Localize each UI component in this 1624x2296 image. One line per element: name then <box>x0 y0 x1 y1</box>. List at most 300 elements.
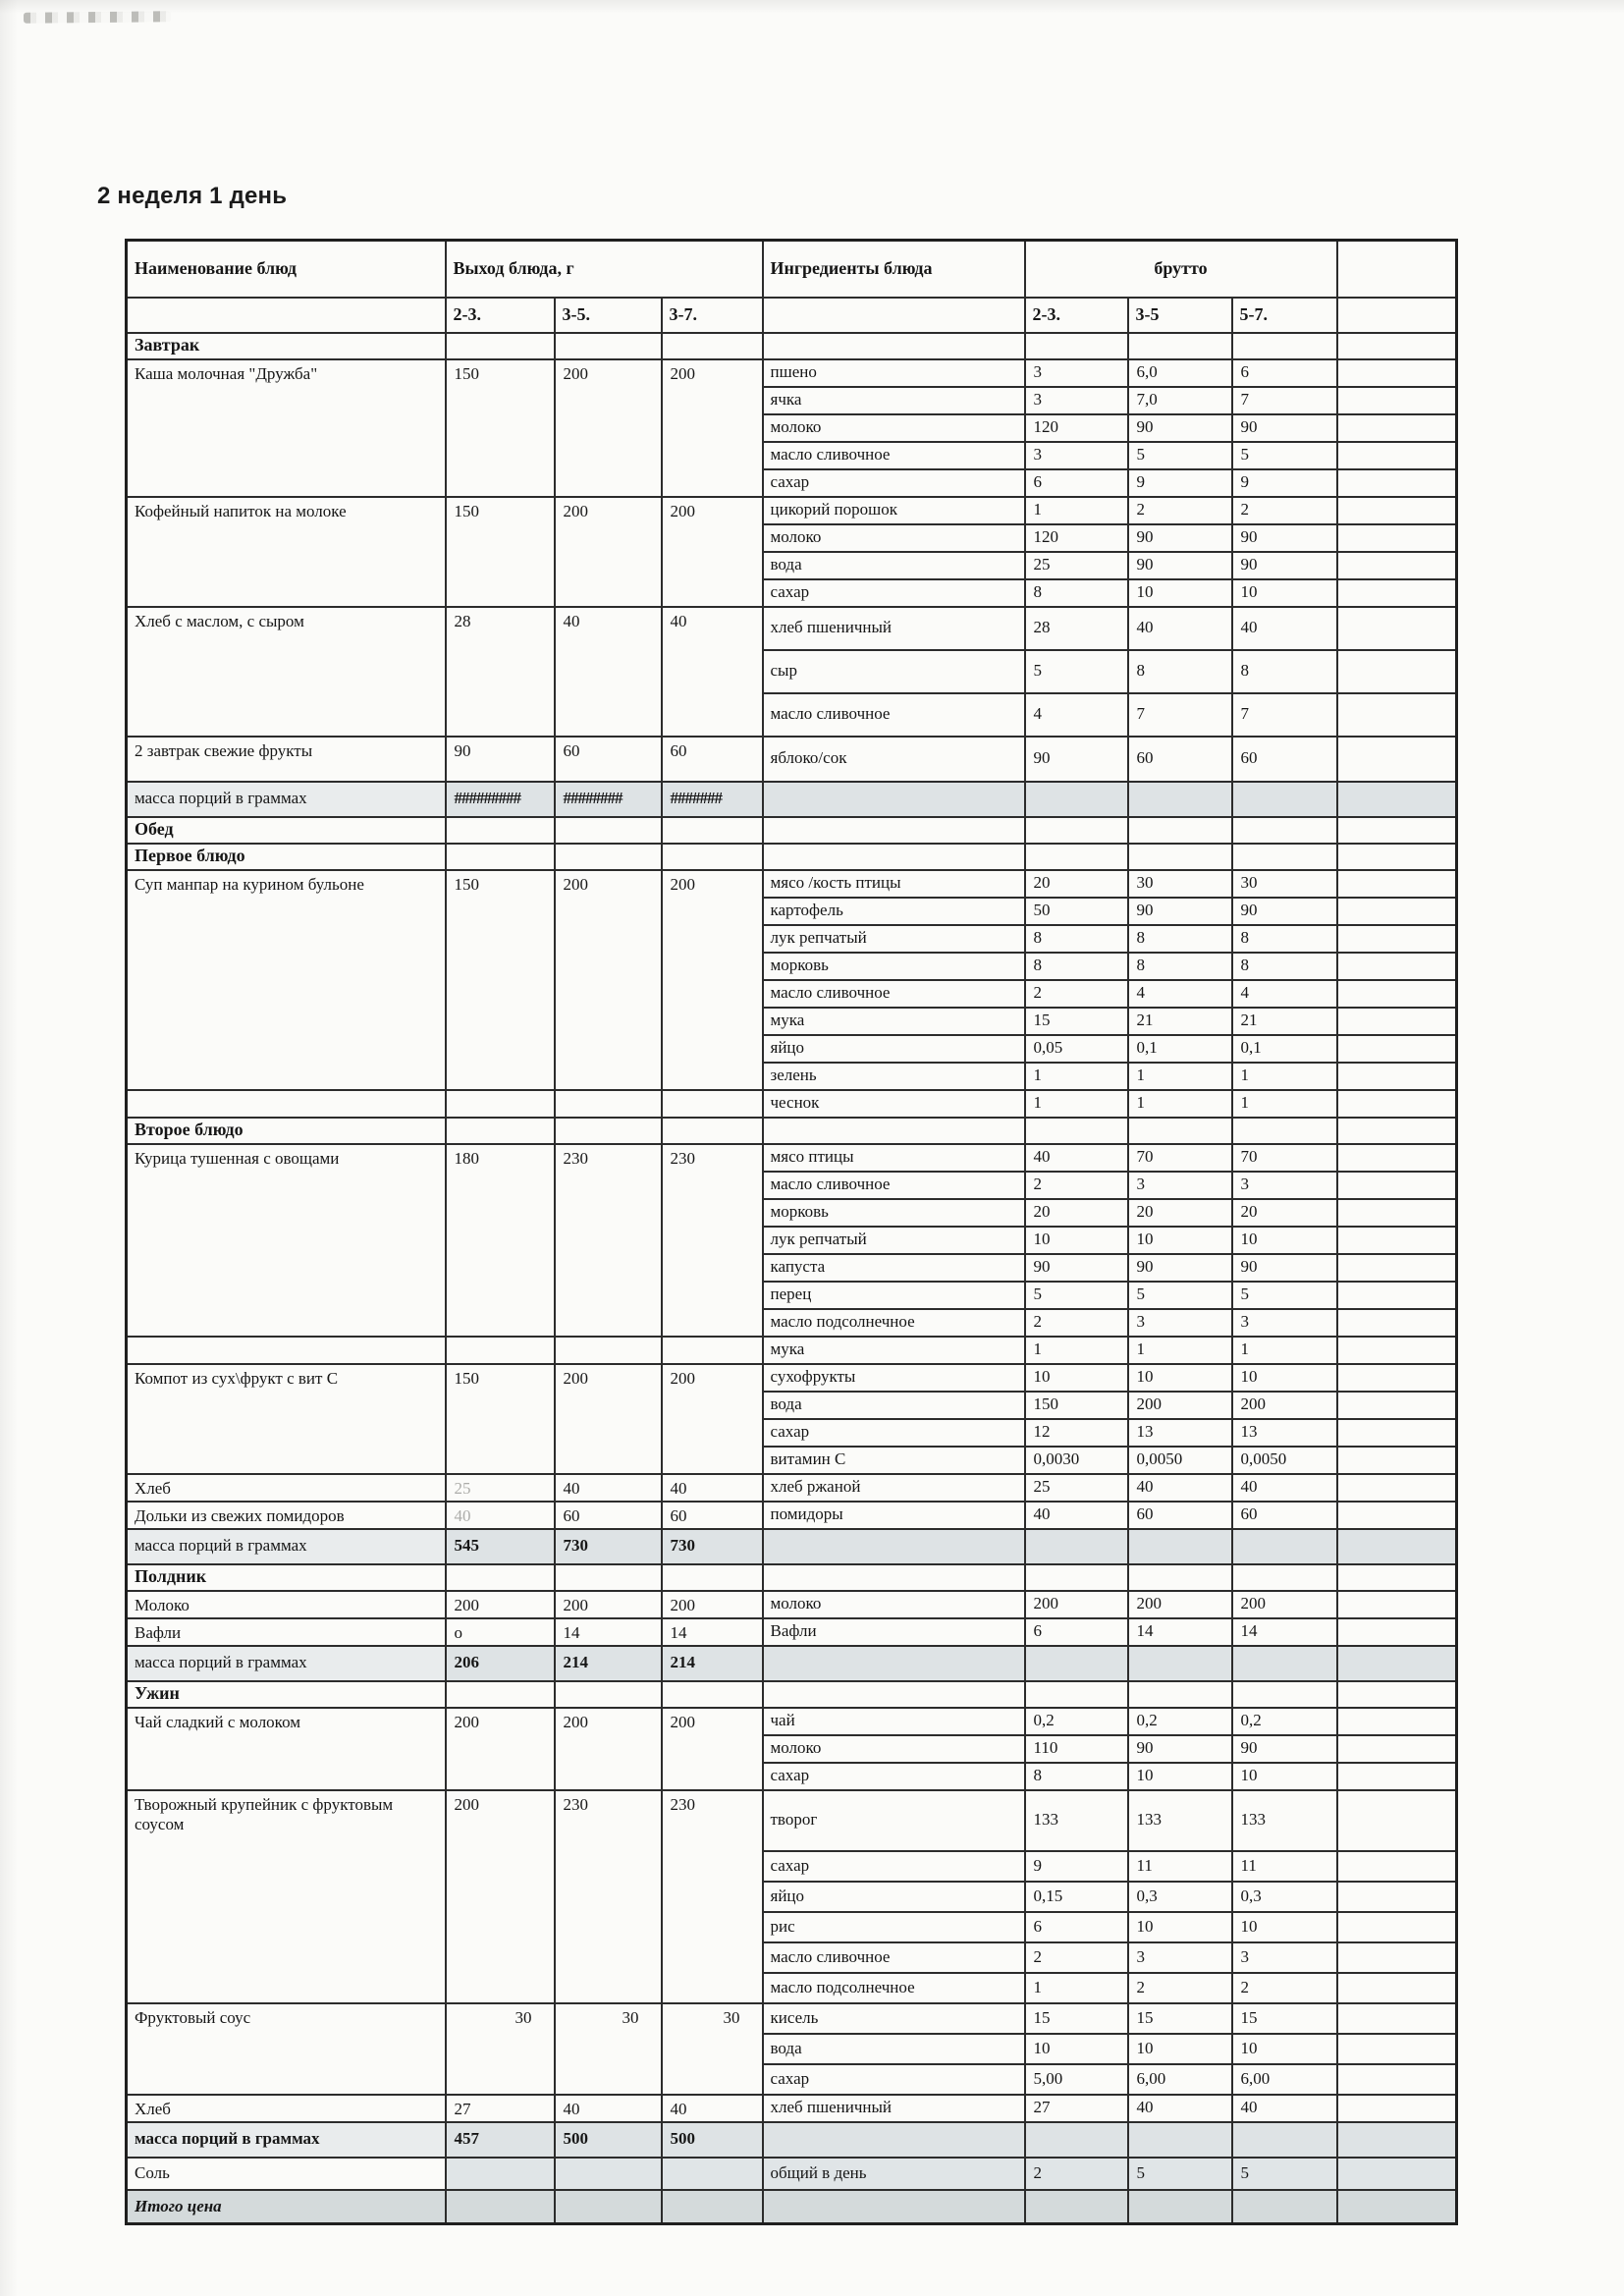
brutto-value: 12 <box>1025 1419 1128 1447</box>
section-label: Первое блюдо <box>127 844 446 870</box>
ingredient-name: мука <box>763 1337 1025 1364</box>
table-row <box>127 1681 1457 1708</box>
brutto-value: 15 <box>1025 2003 1128 2034</box>
dish-name-cell: Компот из сух\фрукт с вит С <box>127 1364 446 1474</box>
salt-label: Соль <box>127 2158 446 2190</box>
table-row <box>127 1474 1457 1502</box>
empty-cell <box>1337 1529 1457 1564</box>
portion-mass-label: масса порций в граммах <box>127 1529 446 1564</box>
empty-cell <box>662 817 763 844</box>
ingredient-name: морковь <box>763 953 1025 980</box>
total-price-label: Итого цена <box>127 2190 446 2224</box>
subheader-out-3-7: 3-7. <box>662 298 763 333</box>
table-row <box>127 817 1457 844</box>
extra-cell <box>1337 2095 1457 2122</box>
brutto-value: 10 <box>1128 1763 1232 1790</box>
empty-cell <box>1128 1529 1232 1564</box>
ingredient-name: капуста <box>763 1254 1025 1282</box>
ingredient-name: чай <box>763 1708 1025 1735</box>
dish-name-cell: Фруктовый соус <box>127 2003 446 2095</box>
dish-output-value: 150 <box>446 1364 555 1474</box>
brutto-value: 3 <box>1232 1172 1337 1199</box>
brutto-value: 200 <box>1128 1392 1232 1419</box>
section-label: Обед <box>127 817 446 844</box>
empty-cell <box>1232 1564 1337 1591</box>
ingredient-name: кисель <box>763 2003 1025 2034</box>
dish-output-value: 40 <box>662 2095 763 2122</box>
ingredient-name: морковь <box>763 1199 1025 1227</box>
dish-output-value: 40 <box>662 607 763 737</box>
brutto-value: 5 <box>1128 1282 1232 1309</box>
brutto-value: 0,3 <box>1128 1882 1232 1912</box>
ingredient-name: цикорий порошок <box>763 497 1025 524</box>
empty-cell <box>1232 1681 1337 1708</box>
brutto-value: 10 <box>1128 1227 1232 1254</box>
empty-cell <box>555 1090 662 1118</box>
table-row <box>127 607 1457 650</box>
brutto-value: 60 <box>1128 737 1232 782</box>
empty-cell <box>1232 333 1337 359</box>
brutto-value: 7 <box>1232 693 1337 737</box>
brutto-value: 8 <box>1025 1763 1128 1790</box>
brutto-value: 0,05 <box>1025 1035 1128 1063</box>
brutto-value: 150 <box>1025 1392 1128 1419</box>
ingredient-name: перец <box>763 1282 1025 1309</box>
brutto-value: 3 <box>1025 442 1128 469</box>
brutto-value: 5 <box>1232 442 1337 469</box>
brutto-value: 9 <box>1232 469 1337 497</box>
brutto-value: 8 <box>1025 925 1128 953</box>
brutto-value: 15 <box>1232 2003 1337 2034</box>
empty-cell <box>446 1681 555 1708</box>
portion-mass-value: 730 <box>662 1529 763 1564</box>
page-title: 2 неделя 1 день <box>97 183 288 209</box>
empty-cell <box>1128 2122 1232 2158</box>
brutto-value: 90 <box>1232 552 1337 579</box>
subheader-brutto-2-3: 2-3. <box>1025 298 1128 333</box>
dish-output-value: 150 <box>446 870 555 1090</box>
ingredient-name: вода <box>763 552 1025 579</box>
brutto-value: 3 <box>1025 387 1128 414</box>
ingredient-name: масло сливочное <box>763 1172 1025 1199</box>
table-row <box>127 1118 1457 1144</box>
brutto-value: 70 <box>1232 1144 1337 1172</box>
empty-cell <box>127 1090 446 1118</box>
portion-mass-value: 545 <box>446 1529 555 1564</box>
dish-name-cell: Хлеб <box>127 2095 446 2122</box>
brutto-value: 9 <box>1025 1851 1128 1882</box>
dish-output-value: 230 <box>662 1790 763 2003</box>
empty-cell <box>662 333 763 359</box>
empty-cell <box>1128 1681 1232 1708</box>
dish-output-value: 60 <box>555 1502 662 1529</box>
extra-cell <box>1337 2003 1457 2034</box>
table-row <box>127 1337 1457 1364</box>
ingredient-name: Вафли <box>763 1618 1025 1646</box>
extra-cell <box>1337 387 1457 414</box>
brutto-value: 0,2 <box>1232 1708 1337 1735</box>
section-label: Полдник <box>127 1564 446 1591</box>
extra-cell <box>1337 1035 1457 1063</box>
ingredient-name: вода <box>763 1392 1025 1419</box>
brutto-value: 11 <box>1232 1851 1337 1882</box>
dish-output-value: 90 <box>446 737 555 782</box>
extra-cell <box>1337 870 1457 898</box>
dish-output-value: 40 <box>446 1502 555 1529</box>
brutto-value: 2 <box>1025 1942 1128 1973</box>
empty-cell <box>555 1564 662 1591</box>
header-extra-cell <box>1337 241 1457 298</box>
ingredient-name: сахар <box>763 1419 1025 1447</box>
ingredient-name: ячка <box>763 387 1025 414</box>
dish-name-cell: Суп манпар на курином бульоне <box>127 870 446 1090</box>
portion-mass-value: ######### <box>446 782 555 817</box>
brutto-value: 90 <box>1232 1254 1337 1282</box>
header-dish-name: Наименование блюд <box>127 241 446 298</box>
portion-mass-value: ######## <box>555 782 662 817</box>
empty-cell <box>763 1681 1025 1708</box>
table-row <box>127 1618 1457 1646</box>
brutto-value: 4 <box>1025 693 1128 737</box>
empty-cell <box>1337 2122 1457 2158</box>
brutto-value: 10 <box>1128 579 1232 607</box>
dish-output-value: 200 <box>662 359 763 497</box>
brutto-value: 40 <box>1128 1474 1232 1502</box>
brutto-value: 120 <box>1025 524 1128 552</box>
ingredient-name: помидоры <box>763 1502 1025 1529</box>
table-row <box>127 870 1457 898</box>
dish-output-value: 40 <box>555 2095 662 2122</box>
menu-table <box>125 239 1458 2225</box>
brutto-value: 2 <box>1025 980 1128 1008</box>
extra-cell <box>1337 1008 1457 1035</box>
empty-cell <box>662 2190 763 2224</box>
table-row <box>127 1646 1457 1681</box>
dish-name-cell: Каша молочная "Дружба" <box>127 359 446 497</box>
dish-name-cell: 2 завтрак свежие фрукты <box>127 737 446 782</box>
brutto-value: 10 <box>1128 1912 1232 1942</box>
ingredient-name: сахар <box>763 1763 1025 1790</box>
ingredient-name: молоко <box>763 1591 1025 1618</box>
brutto-value: 28 <box>1025 607 1128 650</box>
extra-cell <box>1337 1337 1457 1364</box>
brutto-value: 7 <box>1128 693 1232 737</box>
salt-ingredient-label: общий в день <box>763 2158 1025 2190</box>
empty-cell <box>763 1118 1025 1144</box>
empty-cell <box>555 1681 662 1708</box>
brutto-value: 1 <box>1128 1337 1232 1364</box>
brutto-value: 200 <box>1232 1591 1337 1618</box>
extra-cell <box>1337 1144 1457 1172</box>
brutto-value: 9 <box>1128 469 1232 497</box>
brutto-value: 8 <box>1025 579 1128 607</box>
dish-output-value: 200 <box>555 359 662 497</box>
empty-cell <box>1232 2190 1337 2224</box>
brutto-value: 13 <box>1232 1419 1337 1447</box>
extra-cell <box>1337 1502 1457 1529</box>
brutto-value: 200 <box>1128 1591 1232 1618</box>
empty-cell <box>763 333 1025 359</box>
brutto-value: 5 <box>1025 650 1128 693</box>
brutto-value: 6,00 <box>1128 2064 1232 2095</box>
brutto-value: 6,0 <box>1128 359 1232 387</box>
brutto-value: 40 <box>1128 607 1232 650</box>
ingredient-name: хлеб пшеничный <box>763 607 1025 650</box>
portion-mass-value: 730 <box>555 1529 662 1564</box>
brutto-value: 6 <box>1025 1618 1128 1646</box>
brutto-value: 90 <box>1025 737 1128 782</box>
brutto-value: 120 <box>1025 414 1128 442</box>
ingredient-name: сахар <box>763 579 1025 607</box>
brutto-value: 60 <box>1128 1502 1232 1529</box>
brutto-value: 3 <box>1232 1309 1337 1337</box>
brutto-value: 1 <box>1128 1063 1232 1090</box>
brutto-value: 3 <box>1128 1942 1232 1973</box>
brutto-value: 90 <box>1128 552 1232 579</box>
brutto-value: 15 <box>1128 2003 1232 2034</box>
extra-cell <box>1337 1282 1457 1309</box>
empty-cell <box>446 817 555 844</box>
brutto-value: 1 <box>1232 1090 1337 1118</box>
brutto-value: 0,15 <box>1025 1882 1128 1912</box>
brutto-value: 10 <box>1232 1364 1337 1392</box>
brutto-value: 6 <box>1025 469 1128 497</box>
table-row <box>127 782 1457 817</box>
table-row <box>127 359 1457 387</box>
portion-mass-value: 500 <box>555 2122 662 2158</box>
empty-cell <box>446 844 555 870</box>
empty-cell <box>662 1118 763 1144</box>
brutto-value: 200 <box>1232 1392 1337 1419</box>
empty-cell <box>1025 2190 1128 2224</box>
brutto-value: 1 <box>1232 1337 1337 1364</box>
empty-cell <box>555 817 662 844</box>
extra-cell <box>1337 1227 1457 1254</box>
brutto-value: 90 <box>1232 1735 1337 1763</box>
empty-cell <box>555 844 662 870</box>
extra-cell <box>1337 898 1457 925</box>
brutto-value: 10 <box>1232 1912 1337 1942</box>
empty-cell <box>1128 333 1232 359</box>
ingredient-name: творог <box>763 1790 1025 1851</box>
dish-output-value: 14 <box>555 1618 662 1646</box>
table-row <box>127 1529 1457 1564</box>
brutto-value: 50 <box>1025 898 1128 925</box>
ingredient-name: молоко <box>763 414 1025 442</box>
dish-name-cell: Кофейный напиток на молоке <box>127 497 446 607</box>
ingredient-name: яблоко/сок <box>763 737 1025 782</box>
section-label: Второе блюдо <box>127 1118 446 1144</box>
empty-cell <box>555 2190 662 2224</box>
brutto-value: 3 <box>1025 359 1128 387</box>
extra-cell <box>1337 469 1457 497</box>
brutto-value: 8 <box>1128 925 1232 953</box>
empty-cell <box>1025 1529 1128 1564</box>
brutto-value: 2 <box>1128 1973 1232 2003</box>
brutto-value: 3 <box>1128 1172 1232 1199</box>
empty-cell <box>1337 782 1457 817</box>
brutto-value: 40 <box>1232 607 1337 650</box>
table-row <box>127 333 1457 359</box>
ingredient-name: чеснок <box>763 1090 1025 1118</box>
empty-cell <box>1128 1646 1232 1681</box>
brutto-value: 1 <box>1025 1973 1128 2003</box>
scan-artifact-smudge <box>24 11 171 24</box>
brutto-value: 30 <box>1232 870 1337 898</box>
ingredient-name: хлеб пшеничный <box>763 2095 1025 2122</box>
empty-cell <box>555 333 662 359</box>
brutto-value: 0,0050 <box>1128 1447 1232 1474</box>
extra-cell <box>1337 1364 1457 1392</box>
brutto-value: 10 <box>1025 1227 1128 1254</box>
extra-cell <box>1337 442 1457 469</box>
brutto-value: 90 <box>1025 1254 1128 1282</box>
empty-cell <box>1025 782 1128 817</box>
dish-output-value: 200 <box>446 1591 555 1618</box>
brutto-value: 0,1 <box>1232 1035 1337 1063</box>
brutto-value: 70 <box>1128 1144 1232 1172</box>
brutto-value: 1 <box>1025 1063 1128 1090</box>
table-row <box>127 1564 1457 1591</box>
empty-cell <box>555 1337 662 1364</box>
table-row <box>127 737 1457 782</box>
extra-cell <box>1337 2064 1457 2095</box>
brutto-value: 7,0 <box>1128 387 1232 414</box>
brutto-value: 6,00 <box>1232 2064 1337 2095</box>
extra-cell <box>1337 650 1457 693</box>
dish-output-value: 28 <box>446 607 555 737</box>
brutto-value: 60 <box>1232 737 1337 782</box>
empty-cell <box>555 2158 662 2190</box>
empty-cell <box>446 1118 555 1144</box>
brutto-value: 5 <box>1025 1282 1128 1309</box>
table-header-row <box>127 241 1457 298</box>
empty-cell <box>446 1090 555 1118</box>
brutto-value: 90 <box>1128 524 1232 552</box>
extra-cell <box>1337 497 1457 524</box>
extra-cell <box>1337 1392 1457 1419</box>
dish-output-value: 200 <box>662 870 763 1090</box>
brutto-value: 25 <box>1025 552 1128 579</box>
extra-cell <box>1337 1708 1457 1735</box>
brutto-value: 90 <box>1128 898 1232 925</box>
empty-cell <box>662 1681 763 1708</box>
empty-cell <box>1128 782 1232 817</box>
dish-output-value: 200 <box>662 1591 763 1618</box>
extra-cell <box>1337 1882 1457 1912</box>
extra-cell <box>1337 1199 1457 1227</box>
section-label: Ужин <box>127 1681 446 1708</box>
brutto-value: 10 <box>1232 1763 1337 1790</box>
subheader-empty <box>127 298 446 333</box>
brutto-value: 110 <box>1025 1735 1128 1763</box>
empty-cell <box>1337 844 1457 870</box>
brutto-value: 27 <box>1025 2095 1128 2122</box>
dish-output-value: 230 <box>555 1144 662 1337</box>
extra-cell <box>1337 693 1457 737</box>
brutto-value: 40 <box>1232 1474 1337 1502</box>
brutto-value: 40 <box>1025 1144 1128 1172</box>
dish-output-value: 40 <box>555 1474 662 1502</box>
brutto-value: 0,2 <box>1128 1708 1232 1735</box>
salt-value: 2 <box>1025 2158 1128 2190</box>
dish-output-value: 30 <box>662 2003 763 2095</box>
portion-mass-label: масса порций в граммах <box>127 782 446 817</box>
empty-cell <box>763 2122 1025 2158</box>
brutto-value: 13 <box>1128 1419 1232 1447</box>
dish-output-value: 200 <box>446 1708 555 1790</box>
dish-output-value: 30 <box>446 2003 555 2095</box>
extra-cell <box>1337 1309 1457 1337</box>
dish-output-value: 60 <box>555 737 662 782</box>
empty-cell <box>1232 782 1337 817</box>
table-row <box>127 1364 1457 1392</box>
empty-cell <box>662 844 763 870</box>
brutto-value: 1 <box>1232 1063 1337 1090</box>
brutto-value: 60 <box>1232 1502 1337 1529</box>
brutto-value: 10 <box>1025 1364 1128 1392</box>
extra-cell <box>1337 2158 1457 2190</box>
empty-cell <box>1025 1681 1128 1708</box>
empty-cell <box>1337 333 1457 359</box>
brutto-value: 5 <box>1128 442 1232 469</box>
ingredient-name: масло подсолнечное <box>763 1309 1025 1337</box>
brutto-value: 20 <box>1128 1199 1232 1227</box>
salt-value: 5 <box>1128 2158 1232 2190</box>
empty-cell <box>1128 817 1232 844</box>
brutto-value: 0,3 <box>1232 1882 1337 1912</box>
subheader-empty <box>763 298 1025 333</box>
brutto-value: 10 <box>1025 2034 1128 2064</box>
brutto-value: 133 <box>1025 1790 1128 1851</box>
empty-cell <box>1232 1646 1337 1681</box>
header-brutto: брутто <box>1025 241 1337 298</box>
portion-mass-value: ####### <box>662 782 763 817</box>
dish-output-value: 180 <box>446 1144 555 1337</box>
empty-cell <box>662 1337 763 1364</box>
brutto-value: 133 <box>1128 1790 1232 1851</box>
empty-cell <box>1337 1564 1457 1591</box>
dish-output-value: 200 <box>662 1364 763 1474</box>
table-row <box>127 1708 1457 1735</box>
extra-cell <box>1337 1474 1457 1502</box>
brutto-value: 8 <box>1232 925 1337 953</box>
brutto-value: 2 <box>1232 1973 1337 2003</box>
dish-output-value: 200 <box>662 497 763 607</box>
dish-output-value: 14 <box>662 1618 763 1646</box>
ingredient-name: мясо птицы <box>763 1144 1025 1172</box>
dish-name-cell: Вафли <box>127 1618 446 1646</box>
extra-cell <box>1337 953 1457 980</box>
empty-cell <box>1025 817 1128 844</box>
subheader-brutto-3-5: 3-5 <box>1128 298 1232 333</box>
empty-cell <box>127 1337 446 1364</box>
empty-cell <box>662 1090 763 1118</box>
dish-name-cell: Курица тушенная с овощами <box>127 1144 446 1337</box>
brutto-value: 1 <box>1025 497 1128 524</box>
brutto-value: 90 <box>1232 414 1337 442</box>
dish-output-value: 230 <box>662 1144 763 1337</box>
brutto-value: 8 <box>1232 650 1337 693</box>
extra-cell <box>1337 1419 1457 1447</box>
brutto-value: 10 <box>1128 2034 1232 2064</box>
dish-output-value: 30 <box>555 2003 662 2095</box>
ingredient-name: молоко <box>763 1735 1025 1763</box>
extra-cell <box>1337 1942 1457 1973</box>
ingredient-name: масло подсолнечное <box>763 1973 1025 2003</box>
brutto-value: 90 <box>1128 1254 1232 1282</box>
ingredient-name: масло сливочное <box>763 1942 1025 1973</box>
